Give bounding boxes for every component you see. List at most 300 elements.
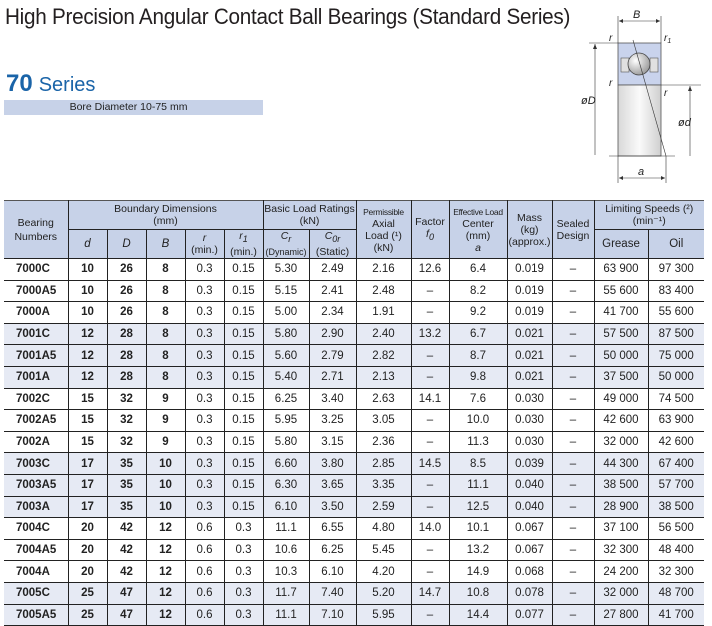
cell-bn: 7002A5 xyxy=(4,410,68,432)
cell-B: 12 xyxy=(146,604,185,626)
cell-sealed: – xyxy=(552,474,594,496)
cell-bn: 7001A5 xyxy=(4,345,68,367)
cell-f0: – xyxy=(411,302,449,324)
cell-mass: 0.040 xyxy=(507,496,552,518)
cell-oil: 87 500 xyxy=(648,323,704,345)
cell-D: 42 xyxy=(107,561,146,583)
cell-f0: 14.0 xyxy=(411,518,449,540)
cell-bn: 7000A xyxy=(4,302,68,324)
cell-r: 0.6 xyxy=(185,539,224,561)
cell-mass: 0.077 xyxy=(507,604,552,626)
cell-bn: 7001A xyxy=(4,366,68,388)
cell-bn: 7003A xyxy=(4,496,68,518)
series-heading xyxy=(6,70,95,98)
cell-a: 8.2 xyxy=(449,280,507,302)
cell-f0: – xyxy=(411,280,449,302)
cell-oil: 57 700 xyxy=(648,474,704,496)
cell-d: 17 xyxy=(68,474,107,496)
table-row xyxy=(4,518,704,540)
table-row xyxy=(4,410,704,432)
cell-mass: 0.039 xyxy=(507,453,552,475)
cell-cr: 5.95 xyxy=(263,410,309,432)
cell-grease: 63 900 xyxy=(594,259,648,281)
cell-grease: 44 300 xyxy=(594,453,648,475)
table-row xyxy=(4,280,704,302)
cell-B: 9 xyxy=(146,410,185,432)
cell-sealed: – xyxy=(552,582,594,604)
series-word: Series xyxy=(38,74,96,96)
table-body xyxy=(4,259,704,626)
cell-D: 35 xyxy=(107,474,146,496)
cell-d: 15 xyxy=(68,410,107,432)
cell-c0r: 2.34 xyxy=(309,302,356,324)
cell-cr: 5.40 xyxy=(263,366,309,388)
cell-oil: 74 500 xyxy=(648,388,704,410)
cell-d: 10 xyxy=(68,302,107,324)
cell-oil: 55 600 xyxy=(648,302,704,324)
cell-c0r: 7.40 xyxy=(309,582,356,604)
cell-grease: 32 300 xyxy=(594,539,648,561)
cell-mass: 0.030 xyxy=(507,410,552,432)
cell-oil: 67 400 xyxy=(648,453,704,475)
cell-axial: 2.48 xyxy=(356,280,411,302)
cell-grease: 50 000 xyxy=(594,345,648,367)
cell-c0r: 3.40 xyxy=(309,388,356,410)
table-row xyxy=(4,323,704,345)
cell-D: 35 xyxy=(107,496,146,518)
cell-r: 0.3 xyxy=(185,388,224,410)
header-factor-f0: Factor $f_0$ xyxy=(411,201,449,259)
cell-grease: 49 000 xyxy=(594,388,648,410)
cell-bn: 7001C xyxy=(4,323,68,345)
cell-d: 15 xyxy=(68,431,107,453)
cell-B: 10 xyxy=(146,453,185,475)
cell-c0r: 2.49 xyxy=(309,259,356,281)
cell-D: 28 xyxy=(107,345,146,367)
cell-axial: 4.80 xyxy=(356,518,411,540)
header-effective-load-center: Effective Load Center (mm) a xyxy=(449,201,507,259)
cell-bn: 7000C xyxy=(4,259,68,281)
cell-cr: 5.60 xyxy=(263,345,309,367)
cell-r: 0.6 xyxy=(185,518,224,540)
cell-D: 26 xyxy=(107,280,146,302)
cell-B: 9 xyxy=(146,431,185,453)
cell-oil: 41 700 xyxy=(648,604,704,626)
cell-axial: 1.91 xyxy=(356,302,411,324)
bore-diameter-band xyxy=(4,100,263,115)
cell-f0: – xyxy=(411,345,449,367)
cell-f0: – xyxy=(411,431,449,453)
cell-sealed: – xyxy=(552,410,594,432)
r-mid-right-label: r xyxy=(664,88,668,99)
cell-d: 17 xyxy=(68,496,107,518)
cell-sealed: – xyxy=(552,259,594,281)
cell-sealed: – xyxy=(552,345,594,367)
cell-grease: 38 500 xyxy=(594,474,648,496)
cell-a: 11.3 xyxy=(449,431,507,453)
cell-r: 0.3 xyxy=(185,259,224,281)
cell-f0: 14.7 xyxy=(411,582,449,604)
cell-a: 11.1 xyxy=(449,474,507,496)
cell-oil: 50 000 xyxy=(648,366,704,388)
r-top-label: r xyxy=(609,33,613,44)
cell-f0: – xyxy=(411,474,449,496)
cell-B: 8 xyxy=(146,366,185,388)
cell-axial: 5.45 xyxy=(356,539,411,561)
cell-B: 8 xyxy=(146,259,185,281)
cell-cr: 6.30 xyxy=(263,474,309,496)
cell-r1: 0.15 xyxy=(224,474,263,496)
cell-c0r: 3.50 xyxy=(309,496,356,518)
cell-c0r: 3.15 xyxy=(309,431,356,453)
dim-d-label: ød xyxy=(678,117,691,129)
cell-r1: 0.3 xyxy=(224,561,263,583)
cell-D: 47 xyxy=(107,582,146,604)
cell-oil: 97 300 xyxy=(648,259,704,281)
cell-f0: 14.5 xyxy=(411,453,449,475)
bearing-cross-section-diagram xyxy=(575,0,712,190)
r-mid-left-label: r xyxy=(609,78,613,89)
cell-sealed: – xyxy=(552,561,594,583)
dim-B-label: B xyxy=(633,9,641,21)
cell-r1: 0.15 xyxy=(224,323,263,345)
cell-c0r: 2.71 xyxy=(309,366,356,388)
cell-D: 32 xyxy=(107,431,146,453)
cell-axial: 2.85 xyxy=(356,453,411,475)
cell-a: 7.6 xyxy=(449,388,507,410)
cell-d: 10 xyxy=(68,259,107,281)
cell-axial: 2.16 xyxy=(356,259,411,281)
bearing-spec-table xyxy=(4,200,704,626)
cell-cr: 10.6 xyxy=(263,539,309,561)
cell-cr: 6.25 xyxy=(263,388,309,410)
cell-d: 20 xyxy=(68,539,107,561)
cell-mass: 0.019 xyxy=(507,302,552,324)
cell-grease: 28 900 xyxy=(594,496,648,518)
cell-cr: 6.60 xyxy=(263,453,309,475)
cell-a: 8.5 xyxy=(449,453,507,475)
cell-D: 32 xyxy=(107,410,146,432)
table-row xyxy=(4,431,704,453)
cell-a: 8.7 xyxy=(449,345,507,367)
cell-bn: 7004A xyxy=(4,561,68,583)
cell-d: 15 xyxy=(68,388,107,410)
cell-axial: 5.95 xyxy=(356,604,411,626)
cell-grease: 32 000 xyxy=(594,582,648,604)
cell-a: 13.2 xyxy=(449,539,507,561)
bore-diameter-label: Bore Diameter 10-75 mm xyxy=(69,101,188,113)
cell-f0: – xyxy=(411,496,449,518)
cell-sealed: – xyxy=(552,280,594,302)
cell-r1: 0.3 xyxy=(224,604,263,626)
cell-axial: 5.20 xyxy=(356,582,411,604)
cell-sealed: – xyxy=(552,518,594,540)
cell-B: 9 xyxy=(146,388,185,410)
cell-cr: 11.1 xyxy=(263,518,309,540)
cell-oil: 48 400 xyxy=(648,539,704,561)
cell-sealed: – xyxy=(552,388,594,410)
cell-r: 0.3 xyxy=(185,474,224,496)
cell-axial: 2.59 xyxy=(356,496,411,518)
header-r: r (min.) xyxy=(185,230,224,259)
cell-bn: 7005C xyxy=(4,582,68,604)
cell-r: 0.3 xyxy=(185,345,224,367)
cell-mass: 0.040 xyxy=(507,474,552,496)
cell-f0: – xyxy=(411,410,449,432)
header-permissible-axial-load: Permissible Axial Load (¹) (kN) xyxy=(356,201,411,259)
dim-a-label: a xyxy=(638,166,645,178)
header-load-ratings: Basic Load Ratings (kN) xyxy=(263,201,356,230)
cell-B: 8 xyxy=(146,323,185,345)
cell-oil: 83 400 xyxy=(648,280,704,302)
r1-label: $r_1$ xyxy=(664,33,672,45)
cell-mass: 0.019 xyxy=(507,259,552,281)
cell-B: 12 xyxy=(146,539,185,561)
cell-d: 12 xyxy=(68,366,107,388)
table-row xyxy=(4,582,704,604)
cell-bn: 7005A5 xyxy=(4,604,68,626)
table-row xyxy=(4,474,704,496)
cell-f0: – xyxy=(411,366,449,388)
cell-mass: 0.030 xyxy=(507,431,552,453)
cell-bn: 7004A5 xyxy=(4,539,68,561)
table-row xyxy=(4,539,704,561)
cell-a: 6.4 xyxy=(449,259,507,281)
table-row xyxy=(4,496,704,518)
cell-c0r: 6.55 xyxy=(309,518,356,540)
cell-a: 14.4 xyxy=(449,604,507,626)
cell-grease: 24 200 xyxy=(594,561,648,583)
cell-axial: 2.63 xyxy=(356,388,411,410)
cell-B: 10 xyxy=(146,474,185,496)
cell-grease: 55 600 xyxy=(594,280,648,302)
header-c0r: $C_{0r}$ (Static) xyxy=(309,230,356,259)
cell-r: 0.3 xyxy=(185,496,224,518)
table-row xyxy=(4,604,704,626)
cell-bn: 7003A5 xyxy=(4,474,68,496)
cell-d: 20 xyxy=(68,561,107,583)
cell-r1: 0.15 xyxy=(224,280,263,302)
header-cr: $C_r$ (Dynamic) xyxy=(263,230,309,259)
cell-bn: 7000A5 xyxy=(4,280,68,302)
cell-c0r: 6.25 xyxy=(309,539,356,561)
cell-d: 25 xyxy=(68,582,107,604)
cell-B: 8 xyxy=(146,302,185,324)
cell-cr: 5.30 xyxy=(263,259,309,281)
cell-c0r: 2.79 xyxy=(309,345,356,367)
cell-bn: 7002C xyxy=(4,388,68,410)
cell-cr: 6.10 xyxy=(263,496,309,518)
cell-r: 0.3 xyxy=(185,453,224,475)
cell-r1: 0.15 xyxy=(224,366,263,388)
cell-D: 47 xyxy=(107,604,146,626)
cell-a: 6.7 xyxy=(449,323,507,345)
cell-r1: 0.15 xyxy=(224,388,263,410)
header-mass: Mass (kg) (approx.) xyxy=(507,201,552,259)
cell-r: 0.3 xyxy=(185,366,224,388)
table-row xyxy=(4,453,704,475)
cell-mass: 0.078 xyxy=(507,582,552,604)
cell-r1: 0.15 xyxy=(224,410,263,432)
table-row xyxy=(4,561,704,583)
header-grease: Grease xyxy=(594,230,648,259)
cell-oil: 56 500 xyxy=(648,518,704,540)
cell-a: 10.0 xyxy=(449,410,507,432)
header-r1: $r_1$ (min.) xyxy=(224,230,263,259)
cell-mass: 0.067 xyxy=(507,518,552,540)
cell-f0: 13.2 xyxy=(411,323,449,345)
table-row xyxy=(4,366,704,388)
cell-cr: 5.15 xyxy=(263,280,309,302)
cell-cr: 5.80 xyxy=(263,323,309,345)
series-number: 70 xyxy=(6,70,33,97)
cell-axial: 4.20 xyxy=(356,561,411,583)
cell-r: 0.3 xyxy=(185,280,224,302)
cell-f0: – xyxy=(411,539,449,561)
cell-c0r: 3.25 xyxy=(309,410,356,432)
cell-sealed: – xyxy=(552,496,594,518)
table-row xyxy=(4,388,704,410)
cell-oil: 48 700 xyxy=(648,582,704,604)
cell-c0r: 3.80 xyxy=(309,453,356,475)
cell-cr: 5.80 xyxy=(263,431,309,453)
page-title: High Precision Angular Contact Ball Bearings (Standard Series) xyxy=(5,4,571,29)
header-bearing-numbers: Bearing Numbers xyxy=(4,201,68,259)
cell-B: 12 xyxy=(146,518,185,540)
header-oil: Oil xyxy=(648,230,704,259)
cell-a: 9.2 xyxy=(449,302,507,324)
cell-oil: 63 900 xyxy=(648,410,704,432)
cell-grease: 42 600 xyxy=(594,410,648,432)
cell-r: 0.6 xyxy=(185,604,224,626)
cell-cr: 10.3 xyxy=(263,561,309,583)
cell-oil: 75 000 xyxy=(648,345,704,367)
cell-grease: 37 100 xyxy=(594,518,648,540)
cell-c0r: 6.10 xyxy=(309,561,356,583)
cell-axial: 3.35 xyxy=(356,474,411,496)
cell-oil: 42 600 xyxy=(648,431,704,453)
cell-D: 28 xyxy=(107,366,146,388)
cell-bn: 7002A xyxy=(4,431,68,453)
cell-grease: 27 800 xyxy=(594,604,648,626)
cell-axial: 2.82 xyxy=(356,345,411,367)
cell-mass: 0.030 xyxy=(507,388,552,410)
cell-mass: 0.021 xyxy=(507,366,552,388)
cell-r1: 0.15 xyxy=(224,302,263,324)
cell-sealed: – xyxy=(552,453,594,475)
cell-grease: 57 500 xyxy=(594,323,648,345)
cell-a: 10.8 xyxy=(449,582,507,604)
cell-d: 20 xyxy=(68,518,107,540)
cell-bn: 7004C xyxy=(4,518,68,540)
cell-r1: 0.3 xyxy=(224,518,263,540)
cell-r: 0.6 xyxy=(185,582,224,604)
cell-D: 28 xyxy=(107,323,146,345)
cell-B: 10 xyxy=(146,496,185,518)
cell-r1: 0.15 xyxy=(224,345,263,367)
cell-sealed: – xyxy=(552,539,594,561)
cell-r1: 0.15 xyxy=(224,259,263,281)
cell-mass: 0.068 xyxy=(507,561,552,583)
cell-r1: 0.15 xyxy=(224,496,263,518)
dim-D-label: øD xyxy=(581,95,596,107)
table-row xyxy=(4,259,704,281)
cell-axial: 2.40 xyxy=(356,323,411,345)
cell-axial: 3.05 xyxy=(356,410,411,432)
cell-cr: 11.1 xyxy=(263,604,309,626)
cell-r: 0.3 xyxy=(185,323,224,345)
cell-axial: 2.36 xyxy=(356,431,411,453)
cell-r: 0.3 xyxy=(185,431,224,453)
cell-d: 17 xyxy=(68,453,107,475)
cell-sealed: – xyxy=(552,302,594,324)
cell-B: 12 xyxy=(146,582,185,604)
cell-c0r: 2.41 xyxy=(309,280,356,302)
cell-r: 0.3 xyxy=(185,302,224,324)
table-row xyxy=(4,302,704,324)
cell-c0r: 7.10 xyxy=(309,604,356,626)
cell-d: 12 xyxy=(68,323,107,345)
cell-d: 25 xyxy=(68,604,107,626)
cell-D: 26 xyxy=(107,259,146,281)
cell-r1: 0.3 xyxy=(224,539,263,561)
cell-f0: – xyxy=(411,561,449,583)
cell-c0r: 3.65 xyxy=(309,474,356,496)
cell-a: 10.1 xyxy=(449,518,507,540)
cell-f0: 14.1 xyxy=(411,388,449,410)
cell-B: 8 xyxy=(146,345,185,367)
header-boundary-dimensions: Boundary Dimensions (mm) xyxy=(68,201,263,230)
cell-d: 12 xyxy=(68,345,107,367)
cell-r: 0.3 xyxy=(185,410,224,432)
cell-oil: 38 500 xyxy=(648,496,704,518)
header-limiting-speeds: Limiting Speeds (²) (min⁻¹) xyxy=(594,201,704,230)
cell-sealed: – xyxy=(552,366,594,388)
cell-r: 0.6 xyxy=(185,561,224,583)
table-row xyxy=(4,345,704,367)
header-D: D xyxy=(107,230,146,259)
cell-D: 35 xyxy=(107,453,146,475)
cell-axial: 2.13 xyxy=(356,366,411,388)
cell-r1: 0.3 xyxy=(224,582,263,604)
cell-a: 9.8 xyxy=(449,366,507,388)
cell-mass: 0.021 xyxy=(507,345,552,367)
header-d: d xyxy=(68,230,107,259)
cell-mass: 0.021 xyxy=(507,323,552,345)
cell-mass: 0.019 xyxy=(507,280,552,302)
header-B: B xyxy=(146,230,185,259)
cell-a: 14.9 xyxy=(449,561,507,583)
cell-B: 12 xyxy=(146,561,185,583)
cell-f0: – xyxy=(411,604,449,626)
cell-grease: 32 000 xyxy=(594,431,648,453)
cell-mass: 0.067 xyxy=(507,539,552,561)
cell-D: 26 xyxy=(107,302,146,324)
cell-c0r: 2.90 xyxy=(309,323,356,345)
cell-cr: 5.00 xyxy=(263,302,309,324)
header-sealed-design: Sealed Design xyxy=(552,201,594,259)
cell-bn: 7003C xyxy=(4,453,68,475)
cell-grease: 41 700 xyxy=(594,302,648,324)
cell-D: 32 xyxy=(107,388,146,410)
cell-grease: 37 500 xyxy=(594,366,648,388)
cell-D: 42 xyxy=(107,518,146,540)
cell-sealed: – xyxy=(552,431,594,453)
cell-d: 10 xyxy=(68,280,107,302)
cell-oil: 32 300 xyxy=(648,561,704,583)
cell-B: 8 xyxy=(146,280,185,302)
cell-sealed: – xyxy=(552,604,594,626)
